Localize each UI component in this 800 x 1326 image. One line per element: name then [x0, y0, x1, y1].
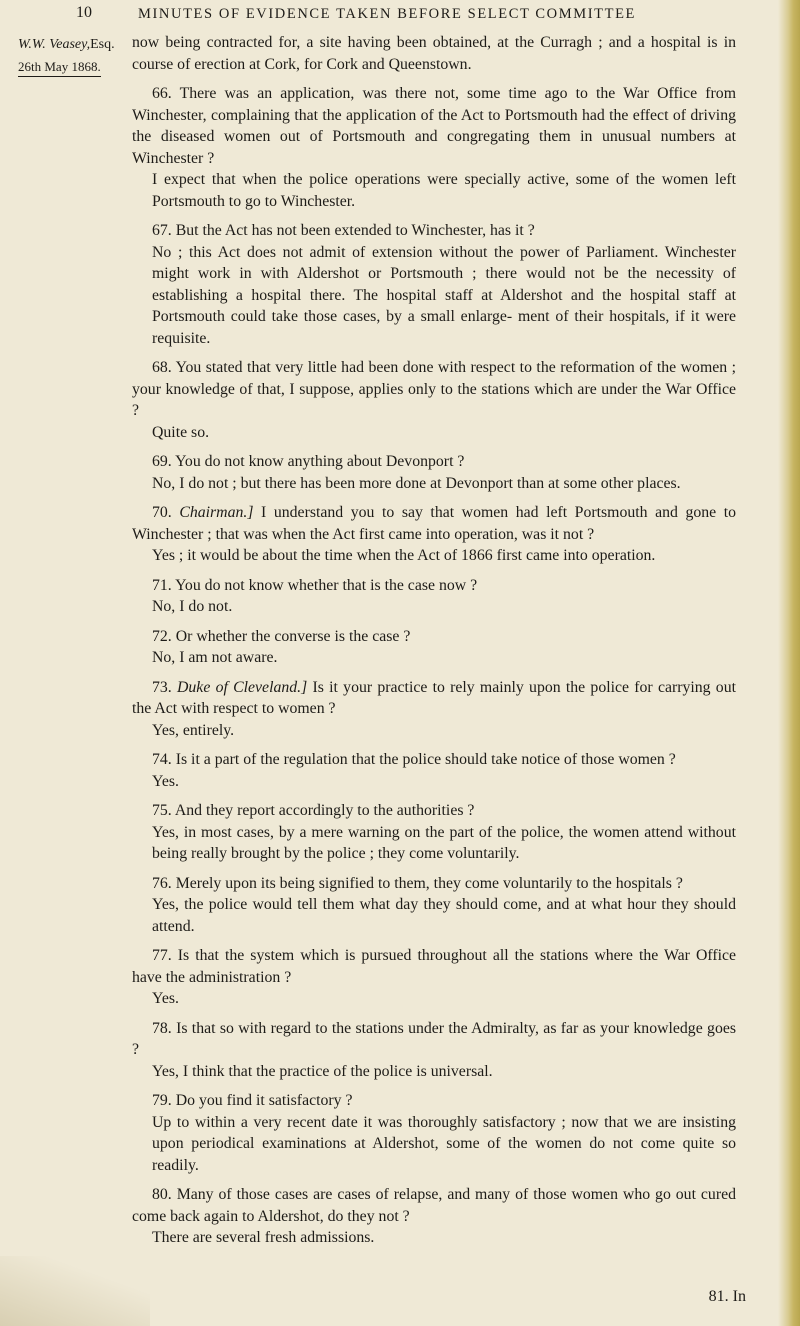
question-paragraph [132, 1090, 736, 1112]
question-number: 75. [152, 802, 175, 819]
question-paragraph [132, 451, 736, 473]
speaker-name: Chairman.] [179, 504, 262, 521]
question-number: 72. [152, 627, 176, 645]
question-paragraph [132, 575, 736, 597]
question-number: 71. [152, 576, 176, 594]
question-paragraph [132, 83, 736, 169]
margin-note [18, 34, 118, 79]
minutes-body [132, 32, 736, 1249]
question-number: 68. [152, 359, 176, 376]
question-number: 74. [152, 751, 176, 768]
witness-date: 26th May 1868. [18, 59, 101, 77]
question-text: There was an application, was there not, some time ago to the War Office from Winchester, complaining that the application of the Act to Portsmouth had the effect of driving the diseased women out of Portsmouth and congregating them in unusual numbers at Winchester ? [132, 85, 736, 167]
question-text: Many of those cases are cases of relapse, and many of those women who go out cured come back again to Aldershot, do they not ? [132, 1186, 736, 1225]
answer-text: Yes, I think that the practice of the police is universal. [152, 1062, 493, 1080]
witness-line [18, 34, 118, 56]
answer-text: Yes ; it would be about the time when the Act of 1866 first came into operation. [152, 547, 656, 564]
answer-text: No, I do not ; but there has been more done at Devonport than at some other places. [152, 474, 681, 492]
answer-text: Yes, in most cases, by a mere warning on the part of the police, the women attend without being really brought by the police ; they come voluntarily. [152, 823, 736, 862]
question-text: And they report accordingly to the authorities ? [174, 802, 475, 819]
answer-text: No ; this Act does not admit of extension without the power of Parliament. Winchester might work in with Aldershot or Portsmouth ; there would not be the necessity of establishing a hospital there. The hospital staff at Aldershot and the hospital staff at Portsmouth could take those cases, by a small enlarge- ment of their hospitals, if it were requisite. [152, 243, 736, 347]
answer-text: Up to within a very recent date it was thoroughly satisfactory ; now that we are insisting upon periodical examinations at Aldershot, some of the women do not come quite so readily. [152, 1113, 736, 1174]
answer-text: Quite so. [152, 423, 210, 441]
question-text: Or whether the converse is the case ? [175, 627, 411, 645]
question-text: Is it your practice to rely mainly upon the police for carrying out the Act with respect to women ? [132, 678, 736, 717]
question-number: 66. [152, 85, 180, 102]
question-paragraph [132, 502, 736, 545]
page-header [0, 4, 800, 30]
question-text: You do not know anything about Devonport ? [175, 453, 465, 470]
question-text: Is it a part of the regulation that the police should take notice of those women ? [175, 751, 676, 768]
answer-text: There are several fresh admissions. [152, 1229, 375, 1246]
question-number: 69. [152, 453, 176, 470]
question-number: 73. [152, 678, 177, 696]
answer-text: I expect that when the police operations were specially active, some of the women left Portsmouth to go to Winchester. [152, 171, 736, 210]
question-text: I understand you to say that women had left Portsmouth and gone to Winchester ; that was when the Act first came into operation, was it not ? [132, 504, 736, 543]
question-number: 70. [152, 504, 180, 521]
intro-continuation: now being contracted for, a site having been obtained, at the Curragh ; and a hospital is in course of erection at Cork, for Cork and Queenstown. [132, 34, 736, 73]
qa-list [132, 83, 736, 1249]
witness-suffix: Esq. [90, 37, 115, 52]
question-paragraph [132, 677, 736, 720]
question-paragraph [132, 626, 736, 648]
question-paragraph [132, 800, 736, 822]
answer-text: Yes. [152, 990, 179, 1007]
question-text: You do not know whether that is the case now ? [175, 576, 478, 594]
question-text: Do you find it satisfactory ? [175, 1092, 353, 1109]
question-text: You stated that very little had been done with respect to the reformation of the women ; your knowledge of that, I suppose, applies only to the stations which are under the War Office ? [132, 359, 736, 419]
witness-name: W.W. Veasey, [18, 37, 91, 52]
question-paragraph [132, 945, 736, 988]
catchword: 81. In [708, 1288, 746, 1305]
answer-text: No, I do not. [152, 598, 233, 615]
answer-text: No, I am not aware. [152, 649, 278, 666]
date-line [18, 56, 118, 79]
answer-text: Yes. [152, 772, 179, 790]
question-text: Merely upon its being signified to them, they come voluntarily to the hospitals ? [175, 874, 683, 892]
question-text: Is that so with regard to the stations under the Admiralty, as far as your knowledge goes ? [132, 1019, 736, 1058]
speaker-name: Duke of Cleveland.] [177, 678, 313, 696]
question-paragraph [132, 873, 736, 895]
question-number: 77. [152, 947, 178, 964]
question-paragraph [132, 749, 736, 771]
question-paragraph [132, 357, 736, 422]
question-number: 79. [152, 1092, 176, 1109]
page-spine-shadow [778, 0, 800, 1326]
running-title: MINUTES OF EVIDENCE TAKEN BEFORE SELECT COMMITTEE [138, 6, 637, 22]
answer-text: Yes, the police would tell them what day they should come, and at what hour they should attend. [152, 896, 736, 935]
question-number: 78. [152, 1019, 177, 1037]
question-paragraph [132, 1018, 736, 1061]
page-number: 10 [76, 4, 92, 21]
answer-text: Yes, entirely. [152, 721, 235, 739]
question-number: 67. [152, 222, 176, 239]
question-paragraph [132, 1184, 736, 1227]
question-text: Is that the system which is pursued throughout all the stations where the War Office have the administration ? [132, 947, 737, 986]
question-number: 80. [152, 1186, 177, 1203]
question-text: But the Act has not been extended to Winchester, has it ? [175, 222, 535, 239]
page-corner-curl [0, 1256, 150, 1326]
question-number: 76. [152, 874, 176, 892]
question-paragraph [132, 220, 736, 242]
